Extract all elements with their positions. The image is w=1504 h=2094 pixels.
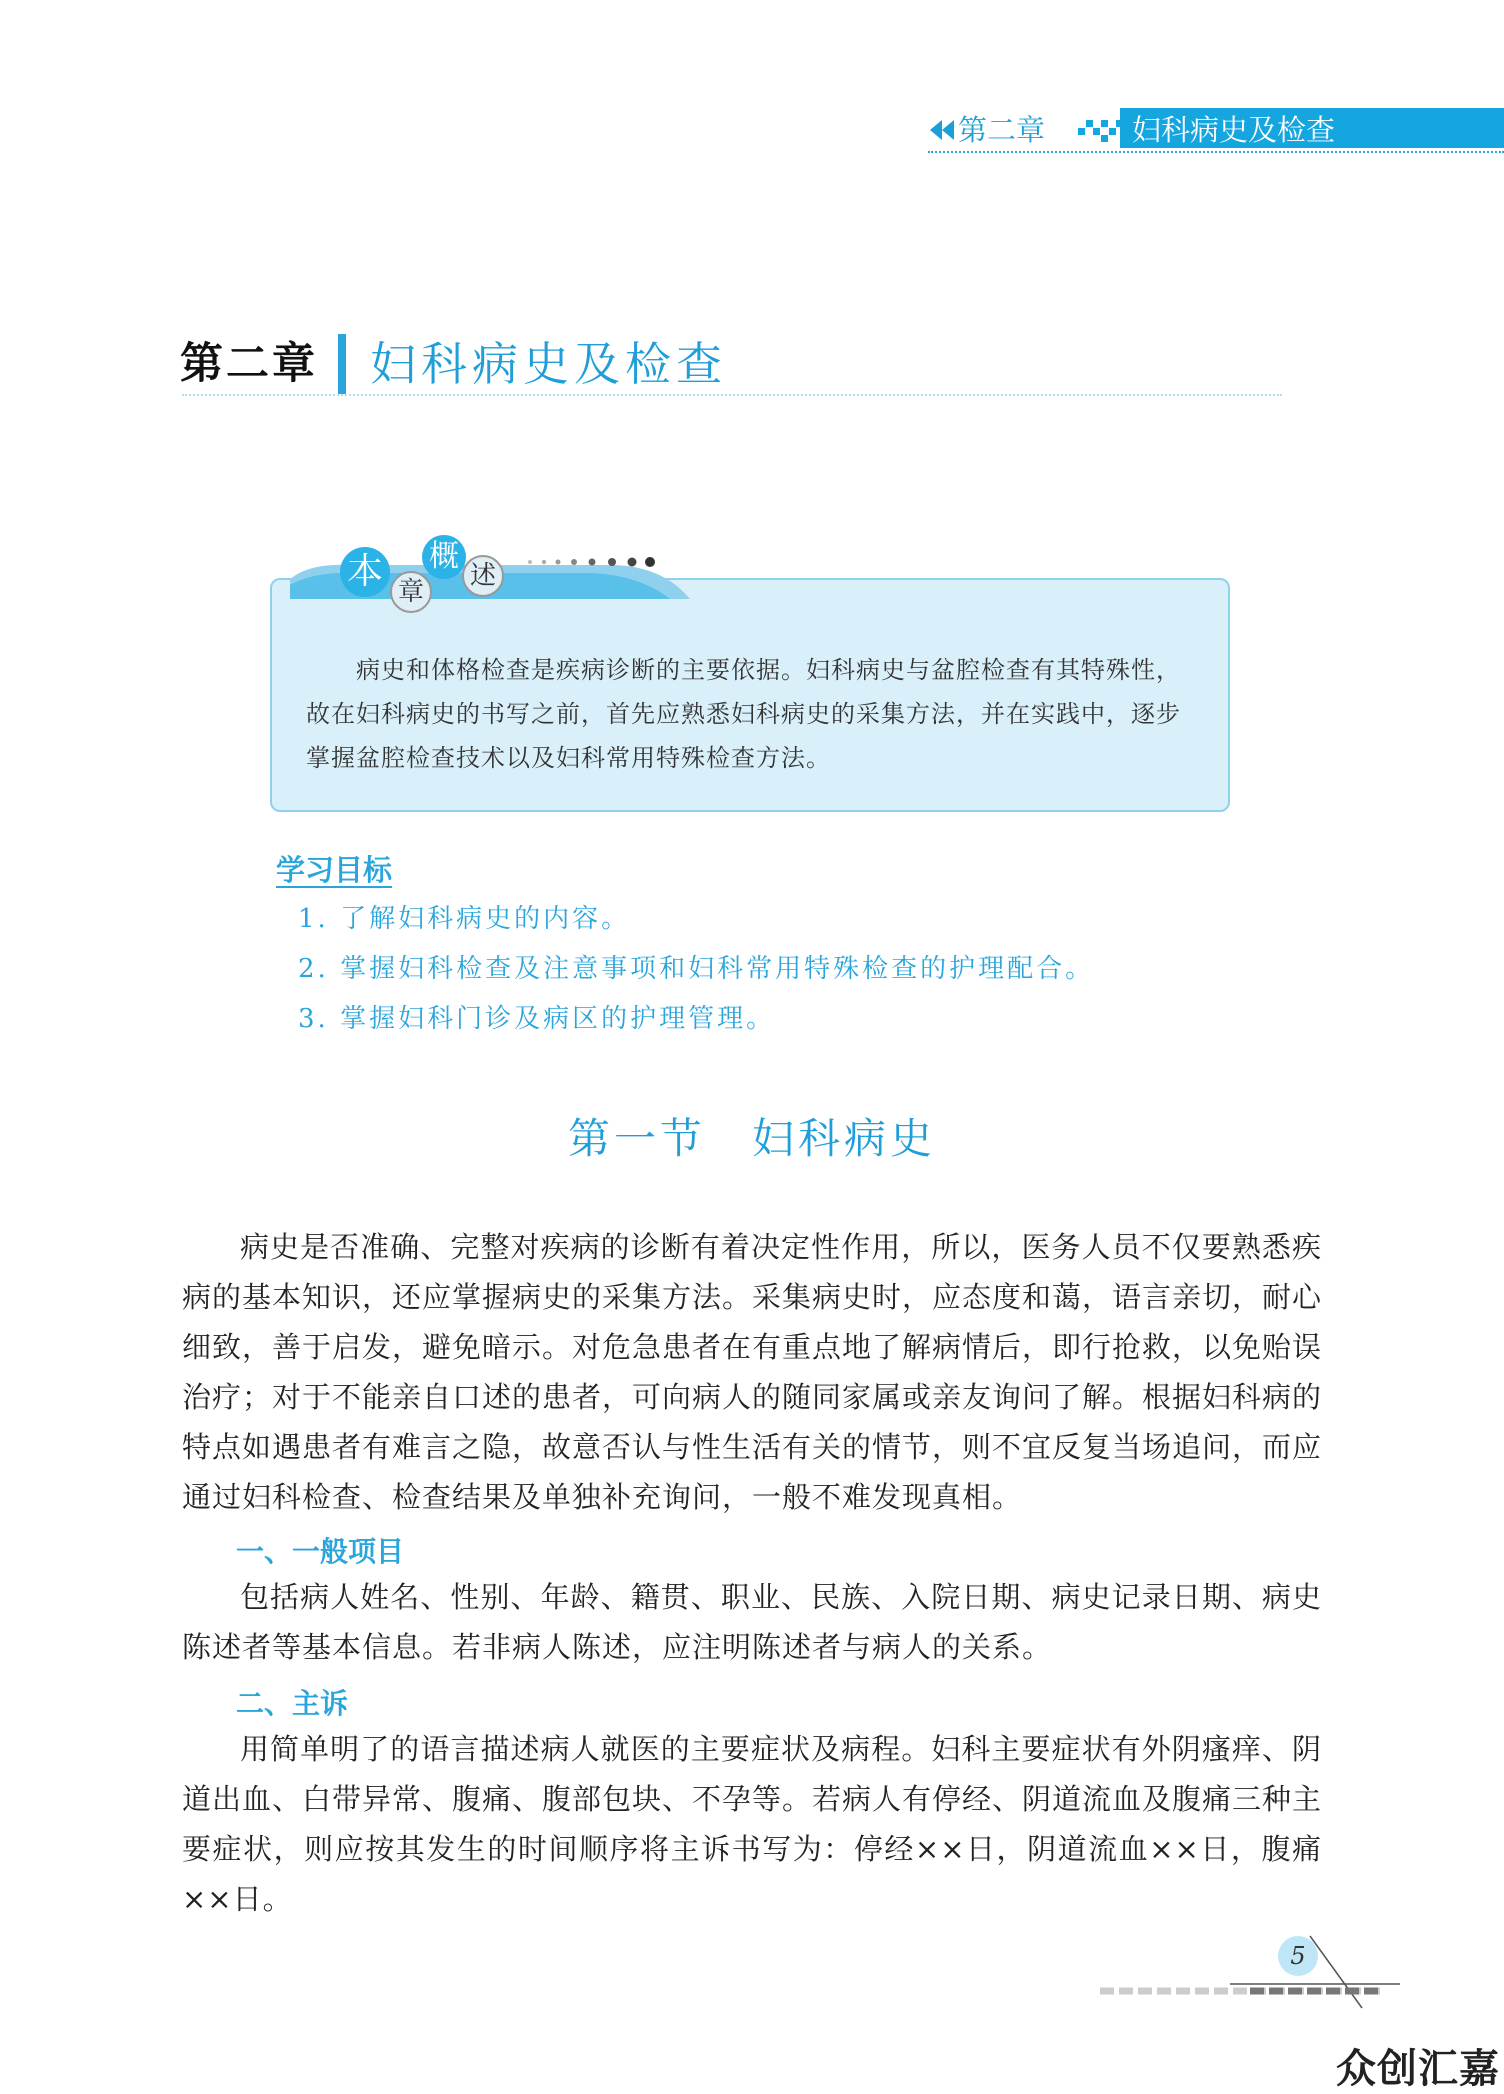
checker-pattern-icon: [1078, 120, 1124, 142]
overview-tab-char: 概: [422, 535, 466, 579]
overview-tab-char: 章: [390, 571, 432, 613]
header-dotted-rule: [928, 151, 1504, 153]
learning-objectives-heading: 学习目标: [276, 853, 393, 887]
header-title: 妇科病史及检查: [1132, 113, 1336, 147]
chief-complaint-paragraph: 用简单明了的语言描述病人就医的主要症状及病程。妇科主要症状有外阴瘙痒、阴道出血、白带异常、腹痛、腹部包块、不孕等。若病人有停经、阴道流血及腹痛三种主要症状，则应按其发生的时间顺序将主诉书写为：停经××日，阴道流血××日，腹痛××日。: [182, 1732, 1323, 1916]
watermark-text: 众创汇嘉: [1336, 2046, 1500, 2092]
learning-objective-item: 3. 掌握妇科门诊及病区的护理管理。: [298, 1004, 776, 1034]
chapter-title-divider: [338, 334, 346, 394]
chapter-dotted-rule: [182, 394, 1282, 396]
chapter-title-text: 妇科病史及检查: [370, 337, 727, 391]
general-items-paragraph: 包括病人姓名、性别、年龄、籍贯、职业、民族、入院日期、病史记录日期、病史陈述者等基本信息。若非病人陈述，应注明陈述者与病人的关系。: [182, 1580, 1322, 1664]
double-left-arrow-icon: [928, 120, 956, 140]
chapter-title: [180, 334, 1280, 394]
dots-decoration-icon: [520, 555, 660, 569]
overview-tab-char: 述: [462, 555, 504, 597]
overview-tab-char: 本: [340, 547, 390, 597]
chapter-overview-text: 病史和体格检查是疾病诊断的主要依据。妇科病史与盆腔检查有其特殊性，故在妇科病史的书写之前，首先应熟悉妇科病史的采集方法，并在实践中，逐步掌握盆腔检查技术以及妇科常用特殊检查方法。: [306, 656, 1181, 772]
subsection-heading-general: 一、一般项目: [236, 1535, 405, 1568]
learning-objective-item: 2. 掌握妇科检查及注意事项和妇科常用特殊检查的护理配合。: [298, 954, 1095, 984]
subsection-heading-complaint: 二、主诉: [236, 1687, 349, 1720]
page-number: 5: [1290, 1942, 1306, 1970]
chapter-number: 第二章: [180, 339, 318, 389]
section-title: 第一节 妇科病史: [567, 1114, 936, 1163]
header-chapter-label: 第二章: [958, 113, 1046, 147]
footer-decoration: [1100, 1930, 1400, 2010]
running-header: [926, 108, 1504, 152]
section-intro-paragraph: 病史是否准确、完整对疾病的诊断有着决定性作用，所以，医务人员不仅要熟悉疾病的基本知识，还应掌握病史的采集方法。采集病史时，应态度和蔼，语言亲切，耐心细致，善于启发，避免暗示。对危急患者在有重点地了解病情后，即行抢救，以免贻误治疗；对于不能亲自口述的患者，可向病人的随同家属或亲友询问了解。根据妇科病的特点如遇患者有难言之隐，故意否认与性生活有关的情节，则不宜反复当场追问，而应通过妇科检查、检查结果及单独补充询问，一般不难发现真相。: [182, 1230, 1323, 1514]
learning-objective-item: 1. 了解妇科病史的内容。: [298, 904, 631, 934]
